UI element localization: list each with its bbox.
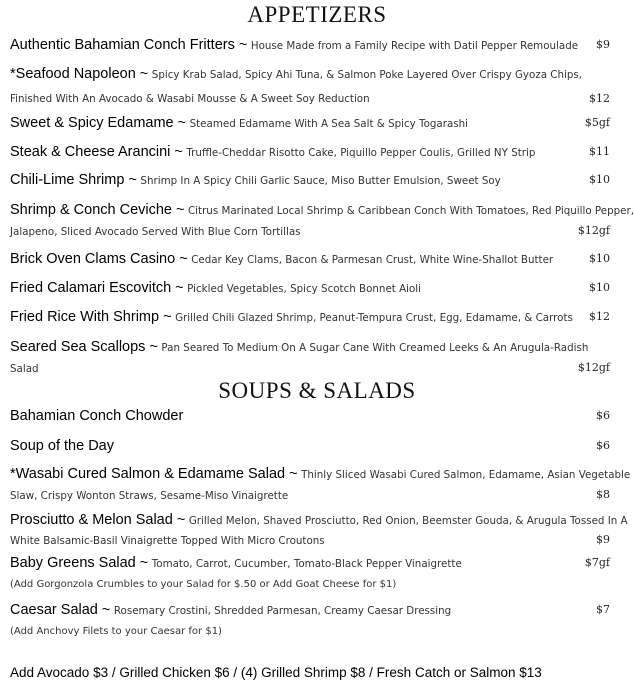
item-price: $11 <box>589 145 610 158</box>
item-note: (Add Anchovy Filets to your Caesar for $1) <box>10 626 222 637</box>
item-name: Steak & Cheese Arancini ~ <box>10 144 183 160</box>
item-description-cont: White Balsamic-Basil Vinaigrette Topped With Micro Croutons <box>10 535 325 547</box>
menu-item-clams-casino <box>10 249 610 270</box>
menu-item-baby-greens <box>10 553 610 595</box>
menu-item-conch-fritters <box>10 35 610 56</box>
menu-item-conch-chowder <box>10 406 610 427</box>
item-name: Bahamian Conch Chowder <box>10 408 184 424</box>
item-price: $7 <box>596 603 610 616</box>
menu-item-soup-of-day <box>10 436 610 457</box>
item-name: Caesar Salad ~ <box>10 602 111 618</box>
item-name: Seared Sea Scallops ~ <box>10 339 158 355</box>
item-description: Tomato, Carrot, Cucumber, Tomato-Black Pepper Vinaigrette <box>151 558 462 570</box>
item-description-cont: Finished With An Avocado & Wasabi Mousse & A Sweet Soy Reduction <box>10 93 370 105</box>
item-name: Fried Rice With Shrimp ~ <box>10 309 172 325</box>
menu-item-ceviche <box>10 200 634 242</box>
soups-salads-heading: SOUPS & SALADS <box>218 378 416 403</box>
menu-item-calamari <box>10 278 610 299</box>
item-name: Fried Calamari Escovitch ~ <box>10 280 184 296</box>
menu-item-scallops <box>10 337 610 379</box>
item-note: (Add Gorgonzola Crumbles to your Salad for $.50 or Add Goat Cheese for $1) <box>10 579 397 590</box>
item-description-cont: Slaw, Crispy Wonton Straws, Sesame-Miso Vinaigrette <box>10 490 289 502</box>
item-description: Spicy Krab Salad, Spicy Ahi Tuna, & Salmon Poke Layered Over Crispy Gyoza Chips, <box>151 69 583 81</box>
item-description: Grilled Melon, Shaved Prosciutto, Red Onion, Beemster Gouda, & Arugula Tossed In A <box>188 515 628 527</box>
menu-item-chili-lime-shrimp <box>10 170 610 191</box>
item-description: House Made from a Family Recipe with Datil Pepper Remoulade <box>250 40 579 52</box>
item-price: $12 <box>589 92 610 105</box>
item-description: Grilled Chili Glazed Shrimp, Peanut-Tempura Crust, Egg, Edamame, & Carrots <box>175 312 573 324</box>
item-description: Pickled Vegetables, Spicy Scotch Bonnet Aioli <box>187 283 422 295</box>
menu-item-prosciutto-melon <box>10 510 628 551</box>
appetizers-heading: APPETIZERS <box>247 2 387 27</box>
menu-item-arancini <box>10 142 610 163</box>
item-description-cont: Salad <box>10 363 39 375</box>
item-name: Chili-Lime Shrimp ~ <box>10 172 137 188</box>
item-price: $6 <box>596 409 610 422</box>
item-name: Shrimp & Conch Ceviche ~ <box>10 202 185 218</box>
item-description: Steamed Edamame With A Sea Salt & Spicy Togarashi <box>189 118 469 130</box>
item-name: *Seafood Napoleon ~ <box>10 66 149 82</box>
item-price: $9 <box>596 533 610 546</box>
item-name: Authentic Bahamian Conch Fritters ~ <box>10 37 248 53</box>
item-description-cont: Jalapeno, Sliced Avocado Served With Blue Corn Tortillas <box>10 226 301 238</box>
item-price: $5gf <box>584 116 610 129</box>
item-description: Cedar Key Clams, Bacon & Parmesan Crust, White Wine-Shallot Butter <box>191 254 554 266</box>
item-description: Rosemary Crostini, Shredded Parmesan, Creamy Caesar Dressing <box>113 605 452 617</box>
menu-item-edamame <box>10 113 610 134</box>
item-name: Soup of the Day <box>10 438 114 454</box>
item-description: Thinly Sliced Wasabi Cured Salmon, Edamame, Asian Vegetable <box>301 469 631 481</box>
item-price: $6 <box>596 439 610 452</box>
menu-item-fried-rice <box>10 307 610 328</box>
item-name: Baby Greens Salad ~ <box>10 555 149 571</box>
item-name: *Wasabi Cured Salmon & Edamame Salad ~ <box>10 466 298 482</box>
menu-item-wasabi-salmon-salad <box>10 464 631 506</box>
add-ons-footer: Add Avocado $3 / Grilled Chicken $6 / (4) Grilled Shrimp $8 / Fresh Catch or Salmon $13 <box>10 665 542 680</box>
item-description: Citrus Marinated Local Shrimp & Caribbean Conch With Tomatoes, Red Piquillo Pepper, <box>187 205 634 217</box>
menu-item-caesar <box>10 600 610 642</box>
item-price: $10 <box>589 252 610 265</box>
item-price: $12 <box>589 310 610 323</box>
item-name: Brick Oven Clams Casino ~ <box>10 251 188 267</box>
item-price: $12gf <box>577 224 610 237</box>
item-description: Truffle-Cheddar Risotto Cake, Piquillo Pepper Coulis, Grilled NY Strip <box>186 147 536 159</box>
item-name: Sweet & Spicy Edamame ~ <box>10 115 187 131</box>
item-price: $8 <box>596 488 610 501</box>
item-price: $10 <box>589 281 610 294</box>
item-name: Prosciutto & Melon Salad ~ <box>10 512 186 528</box>
menu-item-seafood-napoleon <box>10 64 610 109</box>
item-price: $9 <box>596 38 610 51</box>
item-price: $7gf <box>584 556 610 569</box>
item-description: Pan Seared To Medium On A Sugar Cane With Creamed Leeks & An Arugula-Radish <box>161 342 589 354</box>
item-price: $12gf <box>577 361 610 374</box>
item-price: $10 <box>589 173 610 186</box>
item-description: Shrimp In A Spicy Chili Garlic Sauce, Miso Butter Emulsion, Sweet Soy <box>140 175 501 187</box>
